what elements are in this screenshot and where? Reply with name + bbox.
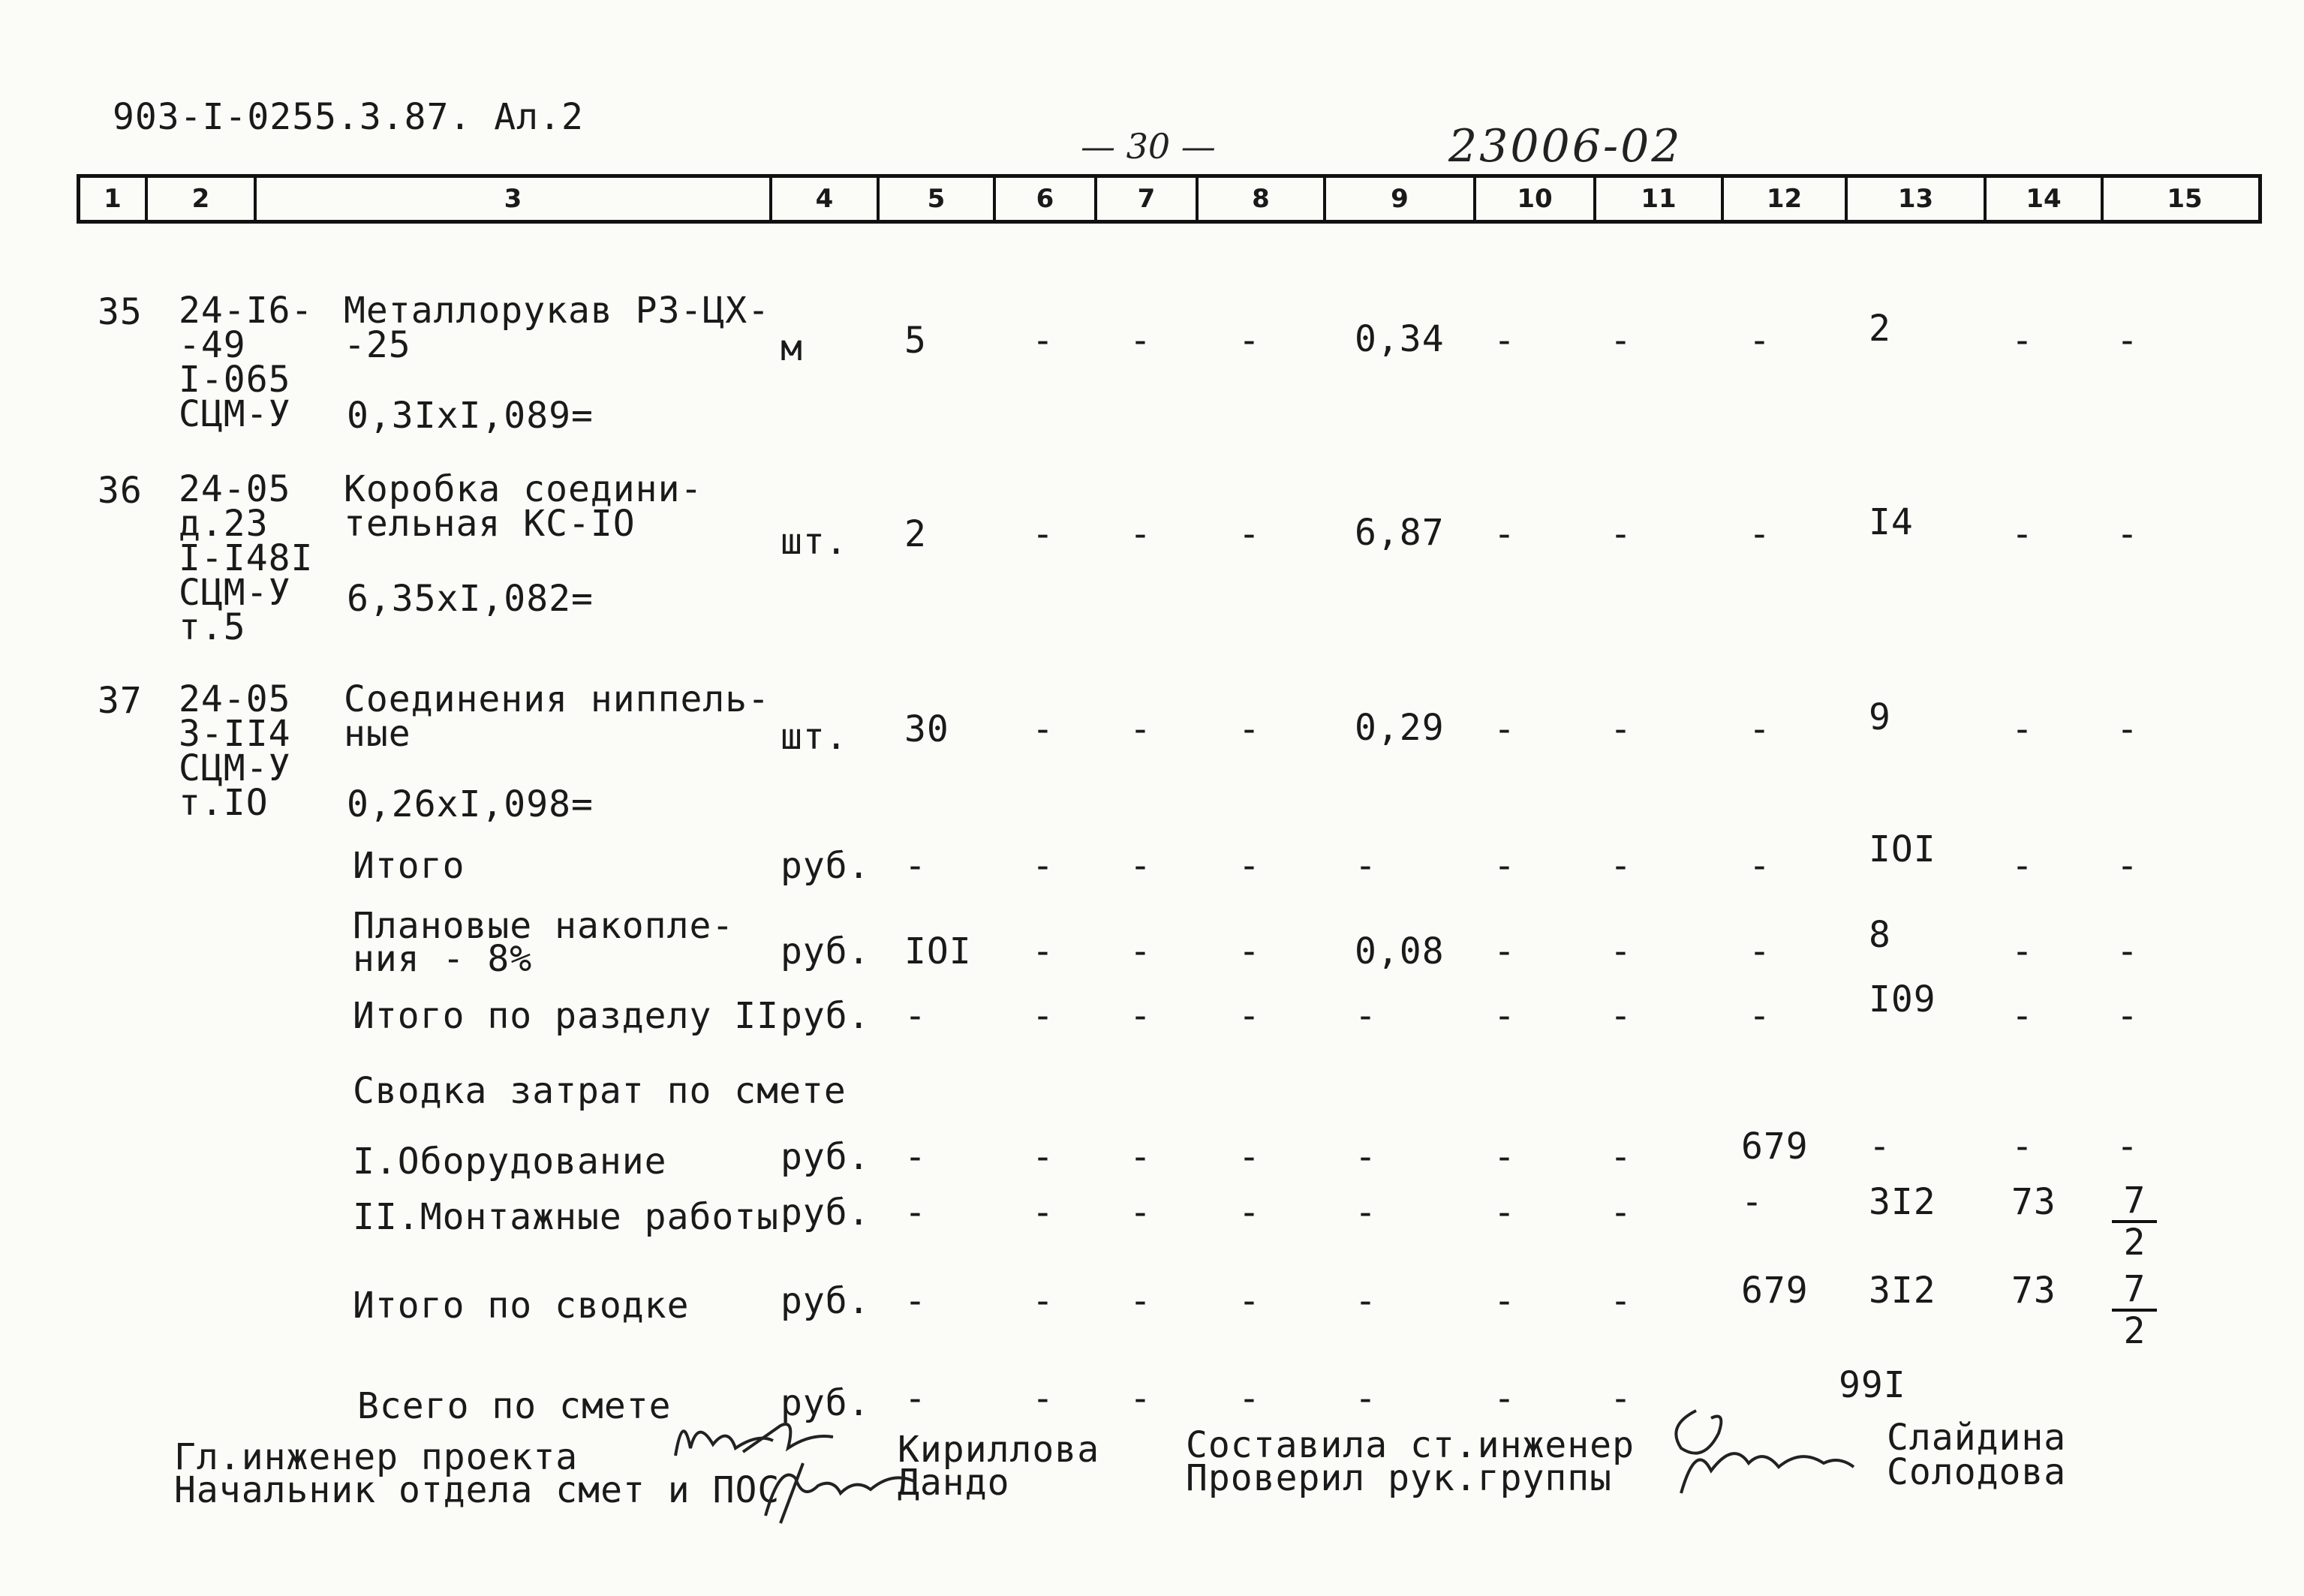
summary-value-c12: 679 [1741,1270,1809,1312]
total-value-c10: - [1493,930,1516,972]
row-formula: 0,3IxI,089= [347,395,594,437]
sheet-code: 23006-02 [1448,120,1683,173]
row-formula: 6,35xI,082= [347,578,594,620]
summary-value-c13: 3I2 [1869,1270,1936,1312]
summary-value-c11: - [1610,1136,1632,1178]
total-value-c6: - [1032,995,1054,1037]
summary-value-c10: - [1493,1280,1516,1322]
total-value-c13: IOI [1869,828,1936,870]
row-unit: шт. [781,521,848,563]
row-code-line: СЦМ-У [179,572,291,614]
total-value-c10: - [1493,995,1516,1037]
row-number: 37 [98,680,143,722]
column-number: 15 [2167,184,2203,214]
total-value-c11: - [1610,995,1632,1037]
column-header [77,174,2262,224]
fraction-denominator: 2 [2123,1310,2146,1352]
row-value-c15: - [2116,320,2139,362]
row-name-line: ные [344,713,411,755]
summary-value-c7: - [1129,1136,1152,1178]
row-value-c11: - [1610,320,1632,362]
signature-title-chief-engineer: Гл.инженер проекта [174,1436,579,1478]
row-value-c5: 2 [904,513,927,555]
grand-total-value-c10: - [1493,1378,1516,1420]
total-value-c14: - [2011,845,2034,887]
row-value-c6: - [1032,513,1054,555]
summary-value-c6: - [1032,1280,1054,1322]
summary-unit: руб. [781,1280,871,1322]
total-value-c12: - [1749,845,1771,887]
signature-name-dando: Дандо [898,1462,1010,1504]
summary-value-c6: - [1032,1136,1054,1178]
row-code-line: СЦМ-У [179,747,291,789]
row-value-c7: - [1129,513,1152,555]
fraction-numerator: 7 [2112,1181,2157,1223]
total-value-c10: - [1493,845,1516,887]
summary-value-c12: 679 [1741,1126,1809,1168]
signature-name-slaidina: Слайдина [1887,1417,2067,1459]
summary-value-c10: - [1493,1136,1516,1178]
row-code-line: I-I48I [179,537,314,579]
total-value-c7: - [1129,845,1152,887]
row-code-line: 24-05 [179,678,291,720]
column-number: 13 [1848,178,1987,220]
total-unit: руб. [781,995,871,1037]
row-code-line: 24-05 [179,468,291,510]
column-number: 6 [996,178,1097,220]
row-name-line: Металлорукав РЗ-ЦХ- [344,290,771,332]
column-number: 2 [148,178,257,220]
column-number: 5 [880,178,996,220]
row-number: 35 [98,291,143,333]
row-number: 36 [98,470,143,512]
total-value-c12: - [1749,995,1771,1037]
signature-title-department-head: Начальник отдела смет и ПОС [174,1469,781,1511]
row-value-c8: - [1238,320,1261,362]
total-value-c6: - [1032,930,1054,972]
row-value-c13: I4 [1869,501,1914,543]
summary-value-c9: - [1355,1280,1377,1322]
summary-value-c13: 3I2 [1869,1181,1936,1223]
summary-unit: руб. [781,1192,871,1234]
total-unit: руб. [781,845,871,887]
total-value-c13: 8 [1869,914,1891,956]
total-value-c7: - [1129,995,1152,1037]
summary-value-c11: - [1610,1192,1632,1234]
summary-value-c14: 73 [2011,1270,2056,1312]
summary-unit: руб. [781,1136,871,1178]
summary-value-c9: - [1355,1136,1377,1178]
row-code-line: д.23 [179,503,269,545]
row-name-line: тельная КС-IO [344,503,636,545]
summary-value-c14: - [2011,1126,2034,1168]
row-code-line: СЦМ-У [179,393,291,435]
row-value-c7: - [1129,320,1152,362]
summary-label: II.Монтажные работы [353,1196,780,1238]
total-label-line: ния - 8% [353,938,533,980]
summary-value-c5: - [904,1280,927,1322]
grand-total-amount: 99I [1839,1364,1906,1406]
total-value-c14: - [2011,995,2034,1037]
signature-title-compiled-by: Составила ст.инженер [1186,1424,1635,1466]
grand-total-value-c7: - [1129,1378,1152,1420]
column-number: 3 [257,178,772,220]
row-value-c9: 0,29 [1355,707,1445,749]
total-value-c13: I09 [1869,978,1936,1020]
total-value-c9: 0,08 [1355,930,1445,972]
summary-value-c15: - [2116,1126,2139,1168]
total-value-c11: - [1610,930,1632,972]
summary-value-c11: - [1610,1280,1632,1322]
row-unit: шт. [781,716,848,758]
total-value-c11: - [1610,845,1632,887]
total-value-c8: - [1238,930,1261,972]
total-value-c15: - [2116,845,2139,887]
row-value-c8: - [1238,708,1261,750]
grand-total-value-c5: - [904,1378,927,1420]
row-value-c11: - [1610,513,1632,555]
summary-label: Итого по сводке [353,1285,690,1327]
row-name-line: Коробка соедини- [344,468,703,510]
grand-total-unit: руб. [781,1382,871,1424]
total-value-c12: - [1749,930,1771,972]
row-value-c15: - [2116,708,2139,750]
total-value-c6: - [1032,845,1054,887]
row-value-c10: - [1493,708,1516,750]
total-label-line: Итого [353,845,465,887]
row-value-c9: 0,34 [1355,318,1445,360]
column-number: 1 [80,178,148,220]
total-value-c7: - [1129,930,1152,972]
grand-total-label: Всего по смете [357,1385,672,1427]
summary-value-c6: - [1032,1192,1054,1234]
row-value-c10: - [1493,320,1516,362]
total-value-c5: IOI [904,930,972,972]
row-value-c12: - [1749,320,1771,362]
column-number: 10 [1476,178,1596,220]
column-number: 12 [1724,178,1848,220]
total-value-c5: - [904,845,927,887]
signature-name-solodova: Солодова [1887,1451,2067,1493]
total-value-c8: - [1238,845,1261,887]
summary-value-c12: - [1741,1181,1764,1223]
column-number: 14 [1987,178,2104,220]
total-value-c14: - [2011,930,2034,972]
row-value-c12: - [1749,708,1771,750]
row-value-c14: - [2011,708,2034,750]
row-value-c11: - [1610,708,1632,750]
column-number: 8 [1199,178,1326,220]
column-number: 7 [1097,178,1199,220]
row-value-c15: - [2116,513,2139,555]
summary-value-c7: - [1129,1192,1152,1234]
summary-value-c9: - [1355,1192,1377,1234]
summary-value-c5: - [904,1136,927,1178]
total-value-c15: - [2116,930,2139,972]
row-value-c14: - [2011,513,2034,555]
total-value-c9: - [1355,845,1377,887]
summary-label: I.Оборудование [353,1141,667,1183]
grand-total-value-c6: - [1032,1378,1054,1420]
handwritten-signature-3 [1651,1396,1869,1501]
summary-value-c5: - [904,1192,927,1234]
row-value-c14: - [2011,320,2034,362]
total-value-c9: - [1355,995,1377,1037]
row-value-c8: - [1238,513,1261,555]
row-value-c13: 2 [1869,308,1891,350]
row-code-line: т.5 [179,606,246,648]
row-value-c13: 9 [1869,696,1891,738]
row-code-line: т.IO [179,782,269,824]
fraction-denominator: 2 [2123,1222,2146,1264]
row-value-c10: - [1493,513,1516,555]
column-number: 11 [1596,178,1724,220]
summary-value-c8: - [1238,1280,1261,1322]
row-name-line: -25 [344,324,411,366]
row-formula: 0,26xI,098= [347,783,594,825]
summary-value-c8: - [1238,1136,1261,1178]
row-value-c5: 5 [904,320,927,362]
row-value-c5: 30 [904,708,949,750]
column-number: 4 [772,178,880,220]
row-unit: м [781,327,803,369]
grand-total-value-c8: - [1238,1378,1261,1420]
signature-name-kirillova: Кириллова [898,1429,1100,1471]
total-label-line: Плановые накопле- [353,905,735,947]
column-number: 9 [1326,178,1476,220]
row-value-c7: - [1129,708,1152,750]
row-value-c9: 6,87 [1355,512,1445,554]
total-value-c8: - [1238,995,1261,1037]
summary-value-c14: 73 [2011,1181,2056,1223]
grand-total-value-c9: - [1355,1378,1377,1420]
fraction-numerator: 7 [2112,1270,2157,1312]
row-name-line: Соединения ниппель- [344,678,771,720]
summary-value-c10: - [1493,1192,1516,1234]
summary-value-c7: - [1129,1280,1152,1322]
total-label-line: Итого по разделу II [353,995,780,1037]
summary-value-c8: - [1238,1192,1261,1234]
page-number: — 30 — [1081,126,1216,167]
row-value-c12: - [1749,513,1771,555]
total-value-c5: - [904,995,927,1037]
summary-fraction-c15 [2112,1270,2157,1351]
grand-total-value-c11: - [1610,1378,1632,1420]
total-unit: руб. [781,930,871,972]
row-code-line: I-065 [179,359,291,401]
summary-value-c13: - [1869,1126,1891,1168]
total-value-c15: - [2116,995,2139,1037]
row-value-c6: - [1032,708,1054,750]
row-value-c6: - [1032,320,1054,362]
summary-fraction-c15 [2112,1181,2157,1262]
document-code: 903-I-0255.3.87. Ал.2 [113,96,584,138]
row-code-line: 24-I6- [179,290,314,332]
row-code-line: 3-II4 [179,713,291,755]
signature-title-checked-by: Проверил рук.группы [1186,1457,1613,1499]
row-code-line: -49 [179,324,246,366]
handwritten-signature-2 [750,1448,946,1531]
summary-title: Сводка затрат по смете [353,1070,847,1112]
